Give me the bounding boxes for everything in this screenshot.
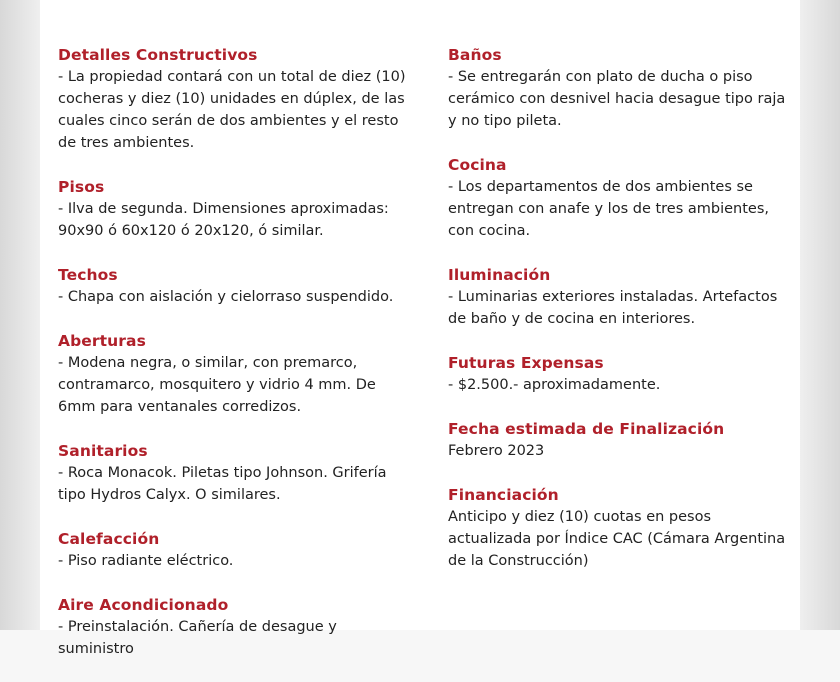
left-shadow-band (0, 0, 40, 630)
section-heading: Financiación (448, 486, 559, 504)
document-page (40, 0, 800, 657)
section-text: - Se entregarán con plato de ducha o piso cerámico con desnivel hacia desague tipo raja y no tipo pileta. (448, 69, 786, 129)
section-banos (448, 44, 798, 132)
section-text: - Modena negra, o similar, con premarco, contramarco, mosquitero y vidrio 4 mm. De 6mm para ventanales corredizos. (58, 355, 376, 415)
section-heading: Detalles Constructivos (58, 46, 258, 64)
section-calefaccion (58, 528, 408, 572)
section-heading: Aire Acondicionado (58, 596, 229, 614)
section-text: - Luminarias exteriores instaladas. Artefactos de baño y de cocina en interiores. (448, 289, 778, 327)
section-text: - Roca Monacok. Piletas tipo Johnson. Grifería tipo Hydros Calyx. O similares. (58, 465, 387, 503)
section-heading: Aberturas (58, 332, 146, 350)
section-text: Febrero 2023 (448, 443, 545, 459)
section-text: - Ilva de segunda. Dimensiones aproximadas: 90x90 ó 60x120 ó 20x120, ó similar. (58, 201, 389, 239)
section-heading: Sanitarios (58, 442, 148, 460)
section-heading: Cocina (448, 156, 507, 174)
right-shadow-band (800, 0, 840, 630)
section-sanitarios (58, 440, 408, 506)
section-iluminacion (448, 264, 798, 330)
section-text: - Chapa con aislación y cielorraso suspendido. (58, 289, 394, 305)
section-pisos (58, 176, 408, 242)
section-heading: Techos (58, 266, 118, 284)
section-text: - Piso radiante eléctrico. (58, 553, 234, 569)
section-aire-acondicionado (58, 594, 408, 660)
section-heading: Calefacción (58, 530, 160, 548)
section-cocina (448, 154, 798, 242)
section-text: - Preinstalación. Cañería de desague y suministro (58, 619, 337, 657)
section-futuras-expensas (448, 352, 798, 396)
section-fecha-finalizacion (448, 418, 798, 462)
section-text: - $2.500.- aproximadamente. (448, 377, 661, 393)
section-text: - Los departamentos de dos ambientes se entregan con anafe y los de tres ambientes, con cocina. (448, 179, 770, 239)
section-financiacion (448, 484, 798, 572)
section-heading: Iluminación (448, 266, 551, 284)
section-heading: Fecha estimada de Finalización (448, 420, 725, 438)
left-column (58, 44, 408, 682)
section-heading: Pisos (58, 178, 105, 196)
section-aberturas (58, 330, 408, 418)
section-heading: Futuras Expensas (448, 354, 604, 372)
section-techos (58, 264, 408, 308)
section-detalles-constructivos (58, 44, 408, 154)
section-text: Anticipo y diez (10) cuotas en pesos actualizada por Índice CAC (Cámara Argentina de la Construcción) (448, 509, 786, 569)
section-text: - La propiedad contará con un total de diez (10) cocheras y diez (10) unidades en dúplex, de las cuales cinco serán de dos ambientes y el resto de tres ambientes. (58, 69, 406, 151)
right-column (448, 44, 798, 594)
section-heading: Baños (448, 46, 502, 64)
